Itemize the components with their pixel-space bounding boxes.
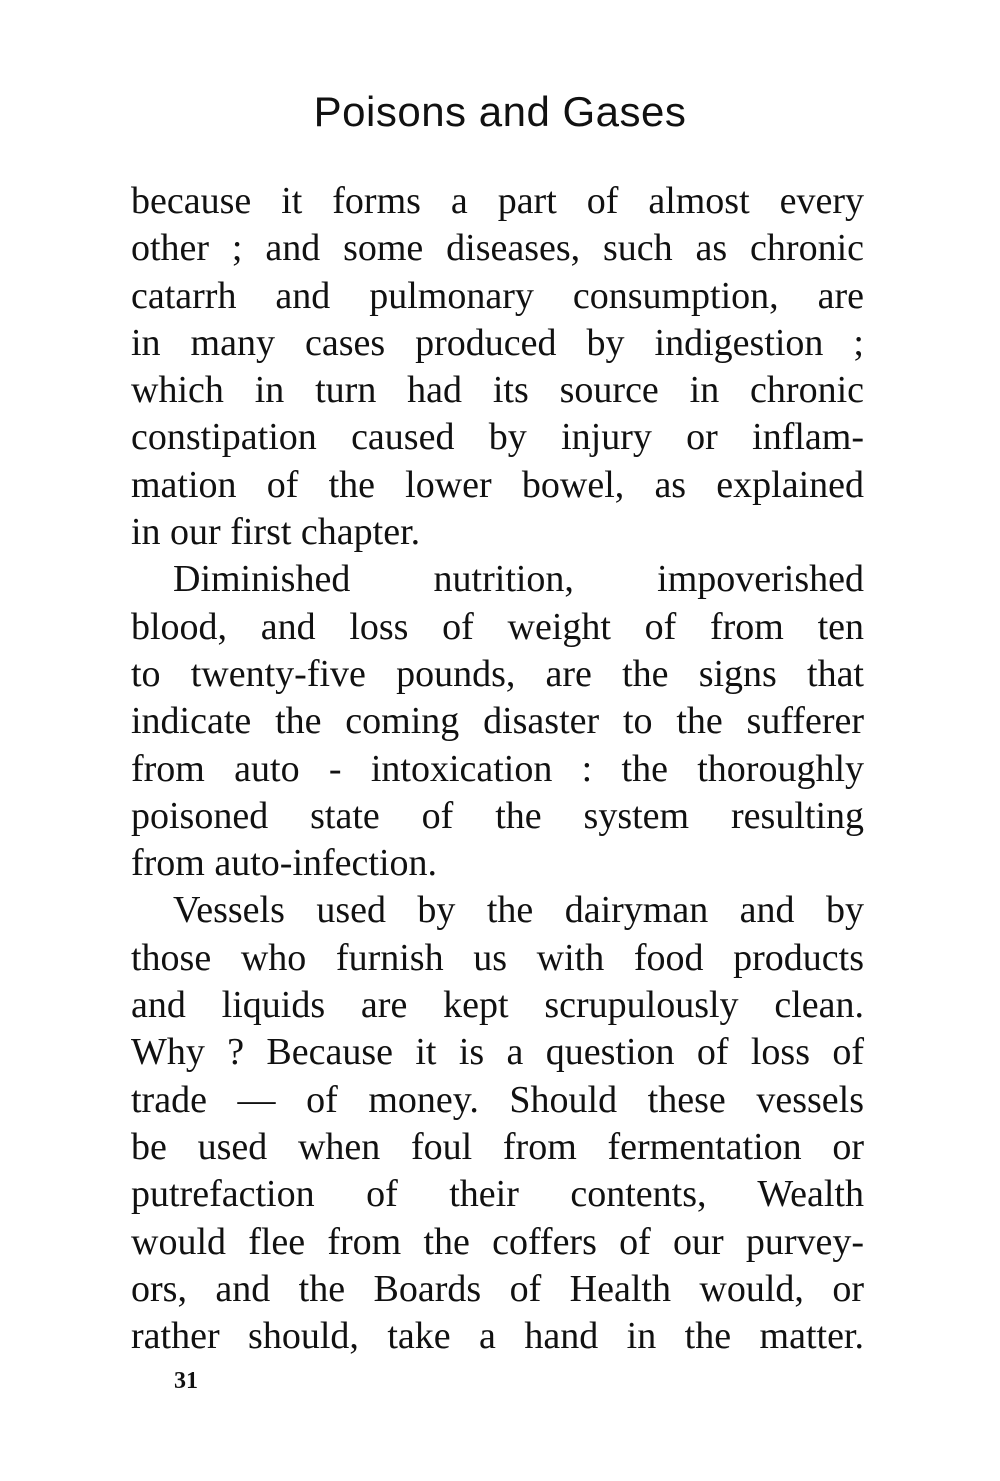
- body-text: [131, 178, 864, 1360]
- text-line: catarrh and pulmonary consumption, are: [131, 274, 864, 317]
- text-line: in our first chapter.: [131, 511, 421, 554]
- text-line: because it forms a part of almost every: [131, 180, 864, 222]
- text-line: Vessels used by the dairyman and by: [173, 889, 864, 932]
- text-line: other ; and some diseases, such as chronic: [131, 227, 864, 270]
- text-line: indicate the coming disaster to the sufferer: [131, 700, 864, 743]
- text-line: in many cases produced by indigestion ;: [131, 321, 864, 364]
- text-line: Diminished nutrition, impoverished: [173, 558, 864, 601]
- text-line: rather should, take a hand in the matter.: [131, 1315, 864, 1358]
- text-line: putrefaction of their contents, Wealth: [131, 1173, 864, 1216]
- text-line: those who furnish us with food products: [131, 936, 864, 979]
- text-line: poisoned state of the system resulting: [131, 794, 864, 837]
- text-line: from auto-infection.: [131, 842, 438, 885]
- text-line: constipation caused by injury or inflam-: [131, 416, 864, 459]
- text-line: and liquids are kept scrupulously clean.: [131, 984, 864, 1027]
- text-line: which in turn had its source in chronic: [131, 369, 864, 412]
- text-line: from auto - intoxication : the thoroughly: [131, 747, 864, 790]
- text-line: blood, and loss of weight of from ten: [131, 605, 864, 648]
- text-line: be used when foul from fermentation or: [131, 1125, 864, 1168]
- page-number: 31: [174, 1368, 198, 1394]
- text-line: trade — of money. Should these vessels: [131, 1078, 864, 1121]
- text-line: ors, and the Boards of Health would, or: [131, 1267, 864, 1310]
- text-line: to twenty-five pounds, are the signs that: [131, 652, 864, 695]
- text-line: Why ? Because it is a question of loss of: [131, 1031, 864, 1074]
- text-line: would flee from the coffers of our purvey-: [131, 1220, 864, 1263]
- text-line: mation of the lower bowel, as explained: [131, 463, 864, 506]
- running-head: Poisons and Gases: [313, 88, 687, 135]
